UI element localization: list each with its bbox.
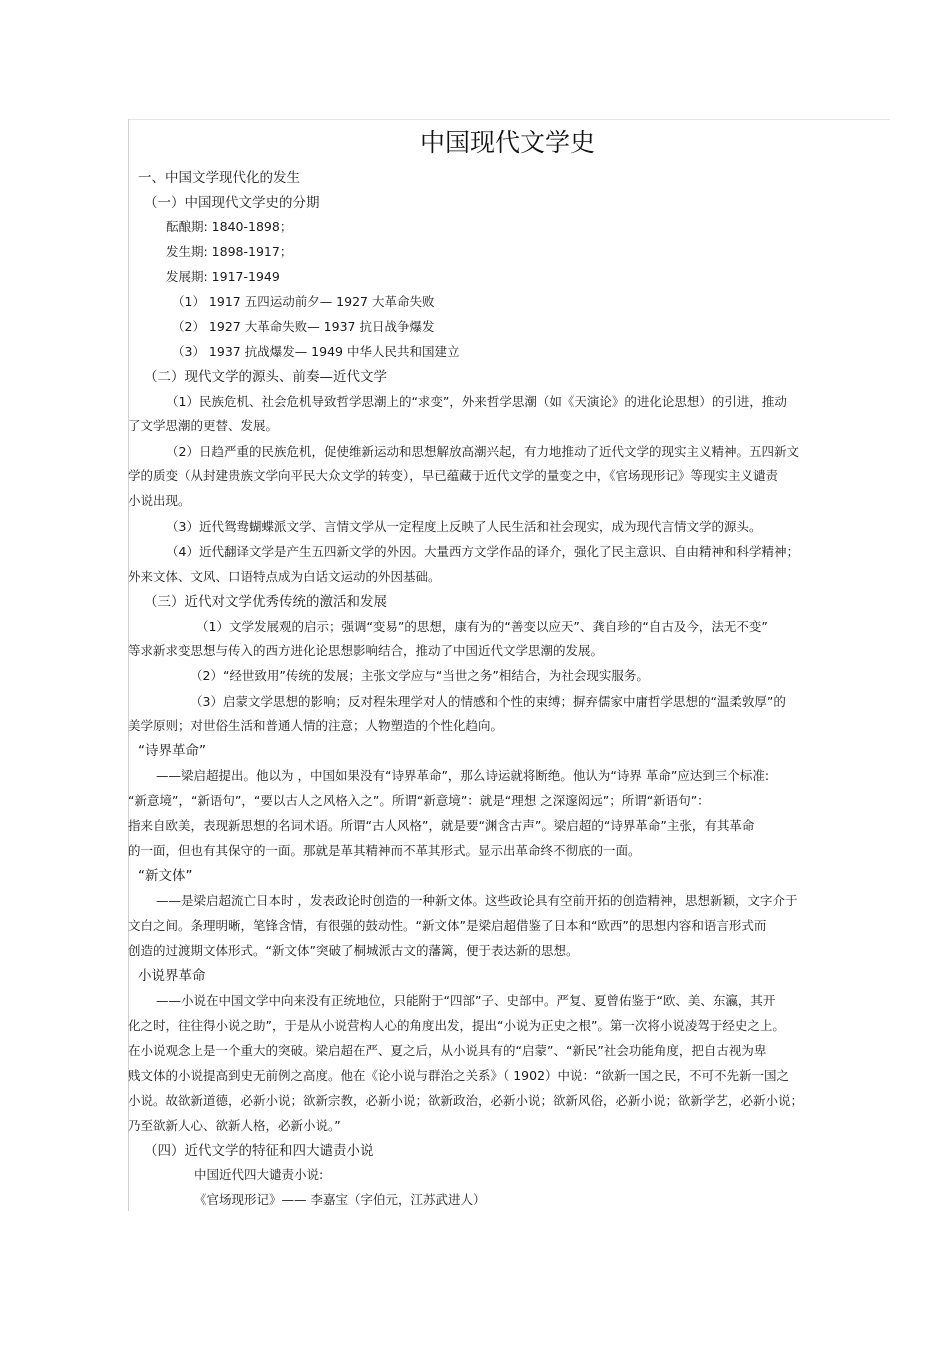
paragraph-line: 外来文体、文风、口语特点成为白话文运动的外因基础。	[128, 569, 441, 584]
paragraph-line: （3）近代鸳鸯蝴蝶派文学、言情文学从一定程度上反映了人民生活和社会现实，成为现代言情文学的源头。	[166, 519, 762, 534]
paragraph-line: 了文学思潮的更替、发展。	[128, 418, 279, 433]
paragraph-line: ——小说在中国文学中向来没有正统地位，只能附于“四部”子、史部中。严复、夏曾佑鉴于“欧、美、东瀛，其开	[156, 993, 776, 1008]
paragraph-line: 在小说观念上是一个重大的突破。梁启超在严、夏之后，从小说具有的“启蒙”、“新民”社会功能角度，把自古视为卑	[128, 1043, 767, 1058]
period-fazhan: 发展期: 1917-1949	[166, 269, 280, 284]
period-yunniang: 酝酿期: 1840-1898；	[166, 219, 293, 234]
section-heading-1: 一、中国文学现代化的发生	[138, 170, 300, 186]
paragraph-line: 指来自欧美，表现新思想的名词术语。所谓“古人风格”，就是要“渊含古声”。梁启超的“诗界革命”主张，有其革命	[128, 818, 755, 833]
page-border-top	[128, 119, 890, 120]
paragraph-line: 《官场现形记》—— 李嘉宝（字伯元，江苏武进人）	[194, 1192, 486, 1207]
paragraph-line: ——是梁启超流亡日本时 ，发表政论时创造的一种新文体。这些政论具有空前开拓的创造精神，思想新颖，文字介于	[156, 893, 798, 908]
paragraph-line: 贱文体的小说提高到史无前例之高度。他在《论小说与群治之关系》（ 1902）中说：“欲新一国之民，不可不先新一国之	[128, 1068, 790, 1083]
paragraph-line: 学的质变（从封建贵族文学向平民大众文学的转变），早已蕴藏于近代文学的量变之中，《官场现形记》等现实主义谴责	[128, 468, 779, 483]
paragraph-line: 小说出现。	[128, 493, 191, 508]
paragraph-line: （3）启蒙文学思想的影响；反对程朱理学对人的情感和个性的束缚；摒弃儒家中庸哲学思想的“温柔敦厚”的	[190, 694, 786, 709]
subsection-heading-1: （一）中国现代文学史的分期	[144, 195, 320, 211]
paragraph-line: （2）“经世致用”传统的发展；主张文学应与“当世之务”相结合，为社会现实服务。	[190, 668, 649, 683]
paragraph-line: 等求新求变思想与传入的西方进化论思想影响结合，推动了中国近代文学思潮的发展。	[128, 643, 604, 658]
paragraph-line: （1）民族危机、社会危机导致哲学思潮上的“求变”，外来哲学思潮（如《天演论》的进化论思想）的引进，推动	[166, 394, 787, 409]
topic-heading-xinwenti: “新文体”	[138, 868, 193, 884]
topic-heading-xiaoshuo: 小说界革命	[138, 968, 206, 984]
paragraph-line: 的一面，但也有其保守的一面。那就是革其精神而不革其形式。显示出革命终不彻底的一面。	[128, 843, 641, 858]
paragraph-line: “新意境”，“新语句”，“要以古人之风格入之”。所谓“新意境”：就是“理想 之深邃闳远”；所谓“新语句”：	[128, 793, 710, 808]
paragraph-line: 乃至欲新人心、欲新人格，必新小说。”	[128, 1118, 341, 1133]
period-fasheng: 发生期: 1898-1917；	[166, 244, 293, 259]
paragraph-line: （2）日趋严重的民族危机，促使维新运动和思想解放高潮兴起，有力地推动了近代文学的现实主义精神。五四新文	[166, 444, 799, 459]
paragraph-line: 化之时，往往得小说之助”，于是从小说营构人心的角度出发，提出“小说为正史之根”。第一次将小说凌驾于经史之上。	[128, 1018, 785, 1033]
paragraph-line: （4）近代翻译文学是产生五四新文学的外因。大量西方文学作品的译介，强化了民主意识、自由精神和科学精神；	[166, 544, 799, 559]
paragraph-line: 小说。故欲新道德，必新小说；欲新宗教，必新小说；欲新政治，必新小说；欲新风俗，必新小说；欲新学艺，必新小说；	[128, 1093, 804, 1108]
paragraph-line: （1）文学发展观的启示；强调“变易”的思想，康有为的“善变以应天”、龚自珍的“自古及今，法无不变”	[196, 619, 768, 634]
subsection-heading-2: （二）现代文学的源头、前奏—近代文学	[144, 369, 387, 385]
period-stage-2: （2） 1927 大革命失败— 1937 抗日战争爆发	[172, 319, 435, 334]
subsection-heading-4: （四）近代文学的特征和四大谴责小说	[144, 1143, 374, 1159]
paragraph-line: 中国近代四大谴责小说:	[194, 1167, 324, 1182]
page-title: 中国现代文学史	[420, 128, 596, 157]
period-stage-3: （3） 1937 抗战爆发— 1949 中华人民共和国建立	[172, 344, 460, 359]
subsection-heading-3: （三）近代对文学优秀传统的激活和发展	[144, 594, 387, 610]
paragraph-line: ——梁启超提出。他以为 ，中国如果没有“诗界革命”，那么诗运就将断绝。他认为“诗界 革命”应达到三个标准:	[156, 768, 770, 783]
period-stage-1: （1） 1917 五四运动前夕— 1927 大革命失败	[172, 294, 435, 309]
topic-heading-shijie: “诗界革命”	[138, 743, 206, 759]
paragraph-line: 美学原则；对世俗生活和普通人情的注意；人物塑造的个性化趋向。	[128, 718, 504, 733]
paragraph-line: 创造的过渡期文体形式。“新文体”突破了桐城派古文的藩篱，便于表达新的思想。	[128, 943, 579, 958]
paragraph-line: 文白之间。条理明晰，笔锋含情，有很强的鼓动性。“新文体”是梁启超借鉴了日本和“欧西”的思想内容和语言形式而	[128, 918, 767, 933]
